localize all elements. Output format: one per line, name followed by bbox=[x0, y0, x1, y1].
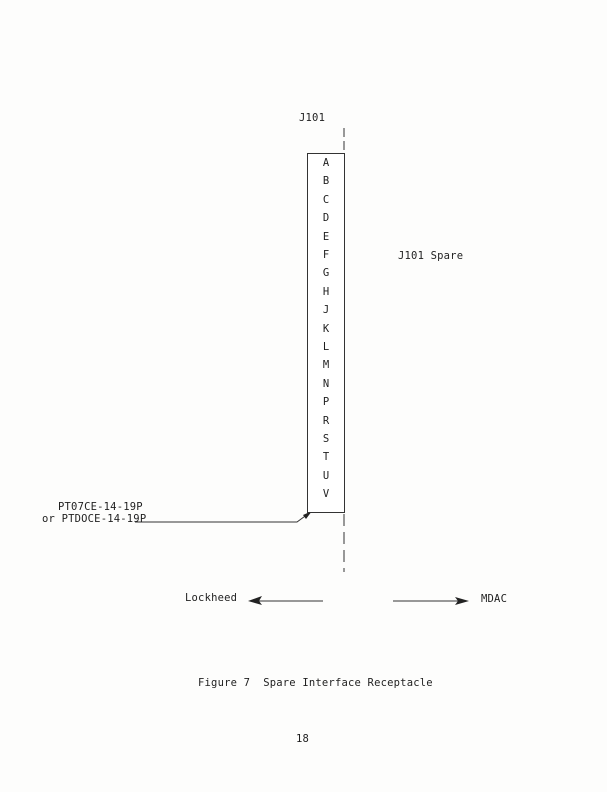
mdac-label: MDAC bbox=[481, 593, 508, 605]
connector-label: J101 bbox=[299, 112, 326, 124]
page-number: 18 bbox=[296, 733, 310, 745]
connector-pin: R bbox=[322, 414, 330, 427]
lockheed-label: Lockheed bbox=[185, 592, 238, 604]
part-number-alternate: or PTDOCE-14-19P bbox=[42, 513, 147, 525]
connector-pin: P bbox=[322, 396, 330, 409]
connector-pin: H bbox=[322, 285, 330, 298]
connector-pin: J bbox=[322, 304, 330, 317]
part-number-primary: PT07CE-14-19P bbox=[58, 501, 143, 513]
connector-pin: A bbox=[322, 157, 330, 169]
connector-pin: L bbox=[322, 341, 330, 353]
connector-pin: M bbox=[322, 359, 330, 372]
connector-pin: S bbox=[322, 433, 330, 445]
connector-pin: K bbox=[322, 322, 330, 335]
connector-pin: C bbox=[322, 193, 330, 206]
spare-label: J101 Spare bbox=[398, 250, 464, 262]
connector-pin: G bbox=[322, 267, 330, 280]
connector-pin: V bbox=[322, 488, 330, 501]
connector-pin: B bbox=[322, 175, 330, 188]
connector-receptacle bbox=[307, 153, 345, 513]
connector-pin: N bbox=[322, 377, 330, 390]
connector-pin: T bbox=[322, 451, 330, 464]
figure-caption: Figure 7 Spare Interface Receptacle bbox=[198, 677, 433, 689]
part-number-leader bbox=[135, 511, 312, 522]
connector-pin: E bbox=[322, 230, 330, 243]
connector-pin: U bbox=[322, 469, 330, 482]
connector-pin: F bbox=[322, 249, 330, 261]
connector-pin: D bbox=[322, 212, 330, 225]
